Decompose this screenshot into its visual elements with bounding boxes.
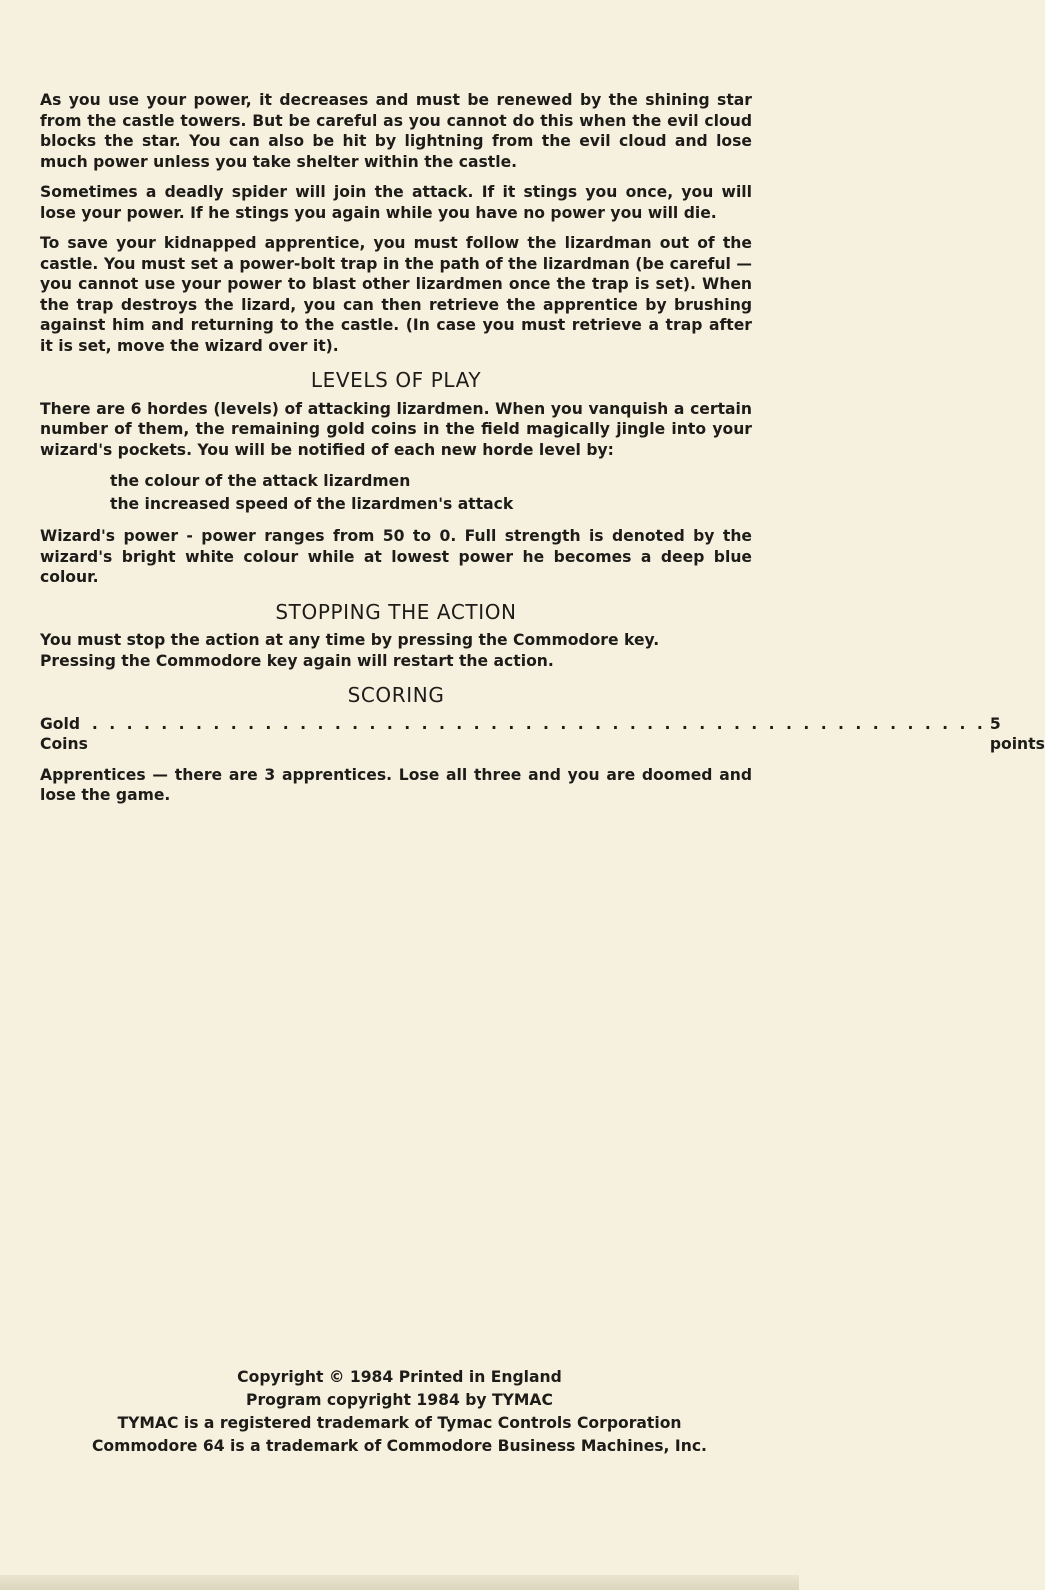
apprentices-note: Apprentices — there are 3 apprentices. Lose all three and you are doomed and lose the game. <box>40 765 752 804</box>
stopping-heading: STOPPING THE ACTION <box>275 599 517 624</box>
level-indicators <box>40 470 752 516</box>
levels-heading: LEVELS OF PLAY <box>310 368 482 392</box>
stopping-line1: You must stop the action at any time by pressing the Commodore key. <box>40 631 660 649</box>
score-label: Gold Coins <box>40 714 88 753</box>
footer-line1: Copyright © 1984 Printed in England <box>237 1368 562 1386</box>
indicator-speed: the increased speed of the lizardmen's attack <box>110 495 514 513</box>
footer-line2: Program copyright 1984 by TYMAC <box>246 1391 553 1409</box>
paragraph-spider: Sometimes a deadly spider will join the attack. If it stings you once, you will lose your power. If he stings you again while you have no power you will die. <box>40 183 752 222</box>
page-bottom-edge <box>0 1575 799 1590</box>
paragraph-apprentice: To save your kidnapped apprentice, you must follow the lizardman out of the castle. You must set a power-bolt trap in the path of the lizardman (be careful — you cannot use your power to blast other lizardmen once the trap is set). When the trap destroys the lizard, you can then retrieve the apprentice by brushing against him and returning to the castle. (In case you must retrieve a trap after it is set, move the wizard over it). <box>40 234 752 355</box>
paragraph-power: As you use your power, it decreases and must be renewed by the shining star from the castle towers. But be careful as you cannot do this when the evil cloud blocks the star. You can also be hit by lightning from the evil cloud and lose much power unless you take shelter within the castle. <box>40 91 752 171</box>
footer-line3: TYMAC is a registered trademark of Tymac Controls Corporation <box>117 1414 682 1432</box>
levels-intro: There are 6 hordes (levels) of attacking lizardmen. When you vanquish a certain number of them, the remaining gold coins in the field magically jingle into your wizard's pockets. You will be notified of each new horde level by: <box>40 399 752 459</box>
score-row-gold <box>40 714 1045 755</box>
stopping-line2: Pressing the Commodore key again will restart the action. <box>40 651 554 670</box>
scoring-heading: SCORING <box>347 683 445 707</box>
dot-leader: . . . . . . . . . . . . . . . . . . . . . . . . . . . . . . . . . . . . . . . . . . . . . . . . . . . . <box>91 714 986 733</box>
manual-page <box>40 90 1045 816</box>
copyright-footer <box>20 1366 779 1458</box>
power-note: Wizard's power - power ranges from 50 to 0. Full strength is denoted by the wizard's bright white colour while at lowest power he becomes a deep blue colour. <box>40 527 752 586</box>
indicator-colour: the colour of the attack lizardmen <box>110 472 411 490</box>
footer-line4: Commodore 64 is a trademark of Commodore Business Machines, Inc. <box>91 1437 707 1455</box>
score-value: 5 points <box>989 714 1045 753</box>
